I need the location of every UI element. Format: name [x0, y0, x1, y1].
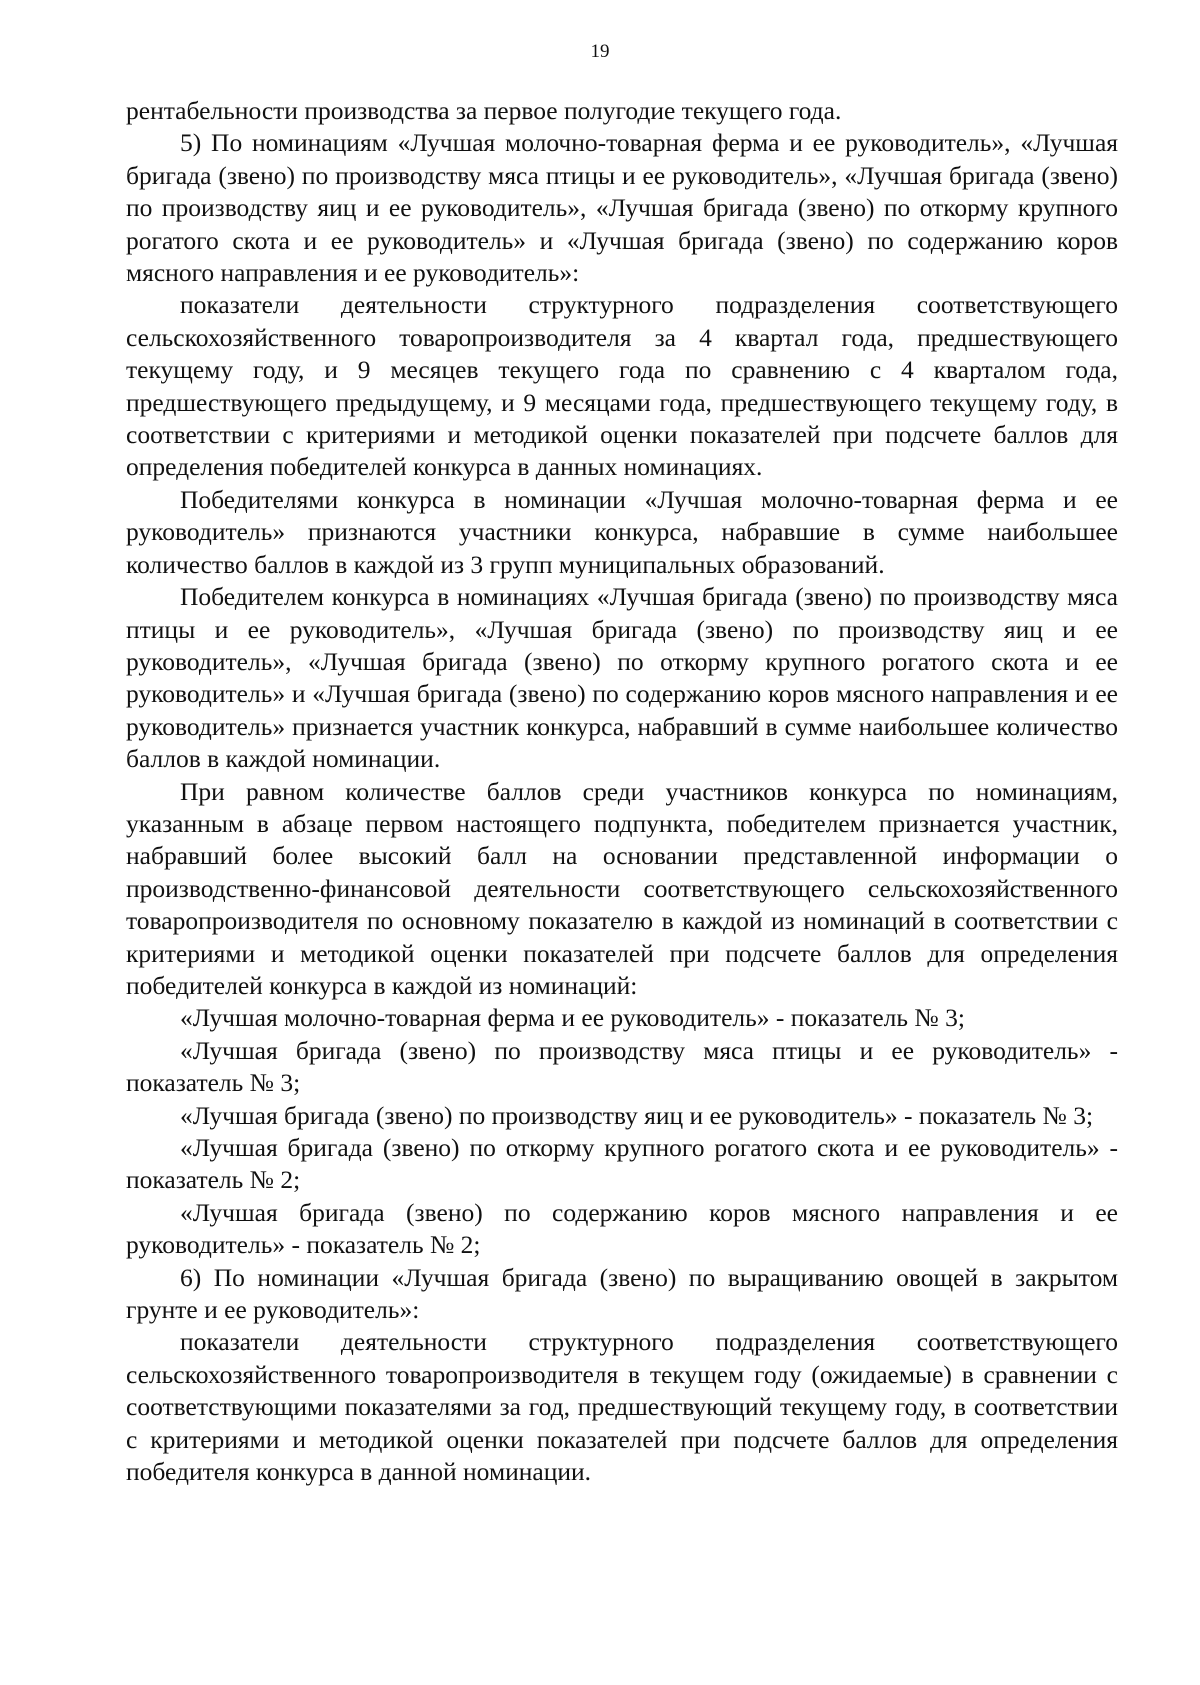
paragraph-4: Победителями конкурса в номинации «Лучшая молочно-товарная ферма и ее руководитель» признаются участники конкурса, набравшие в сумме наибольшее количество баллов в каждой из 3 групп муниципальных образований. — [126, 484, 1118, 579]
paragraph-3: показатели деятельности структурного подразделения соответствующего сельскохозяйственного товаропроизводителя за 4 квартал года, предшествующего текущему году, и 9 месяцев текущего года по сравнению с 4 кварталом года, предшествующего предыдущему, и 9 месяцами года, предшествующего текущему году, в соответствии с критериями и методикой оценки показателей при подсчете баллов для определения победителей конкурса в данных номинациях. — [126, 290, 1118, 482]
paragraph-6: При равном количестве баллов среди участников конкурса по номинациям, указанным в абзаце первом настоящего подпункта, победителем признается участник, набравший более высокий балл на основании представленной информации о производственно-финансовой деятельности соответствующего сельскохозяйственного товаропроизводителя по основному показателю в каждой из номинаций в соответствии с критериями и методикой оценки показателей при подсчете баллов для определения победителей конкурса в каждой из номинаций: — [126, 776, 1118, 1000]
document-body — [126, 95, 1118, 1488]
paragraph-13: показатели деятельности структурного подразделения соответствующего сельскохозяйственного товаропроизводителя в текущем году (ожидаемые) в сравнении с соответствующими показателями за год, предшествующий текущему году, в соответствии с критериями и методикой оценки показателей при подсчете баллов для определения победителя конкурса в данной номинации. — [126, 1327, 1118, 1487]
paragraph-12: 6) По номинации «Лучшая бригада (звено) по выращиванию овощей в закрытом грунте и ее руководитель»: — [126, 1262, 1118, 1325]
paragraph-9: «Лучшая бригада (звено) по производству яиц и ее руководитель» - показатель № 3; — [180, 1100, 1094, 1130]
paragraph-2: 5) По номинациям «Лучшая молочно-товарная ферма и ее руководитель», «Лучшая бригада (звено) по производству мяса птицы и ее руководитель», «Лучшая бригада (звено) по производству яиц и ее руководитель», «Лучшая бригада (звено) по откорму крупного рогатого скота и ее руководитель» и «Лучшая бригада (звено) по содержанию коров мясного направления и ее руководитель»: — [126, 128, 1118, 288]
page-number: 19 — [590, 41, 610, 62]
paragraph-10: «Лучшая бригада (звено) по откорму крупного рогатого скота и ее руководитель» - показатель № 2; — [126, 1133, 1118, 1195]
paragraph-5: Победителем конкурса в номинациях «Лучшая бригада (звено) по производству мяса птицы и ее руководитель», «Лучшая бригада (звено) по производству яиц и ее руководитель», «Лучшая бригада (звено) по откорму крупного рогатого скота и ее руководитель» и «Лучшая бригада (звено) по содержанию коров мясного направления и ее руководитель» признается участник конкурса, набравший в сумме наибольшее количество баллов в каждой номинации. — [126, 582, 1118, 774]
paragraph-11: «Лучшая бригада (звено) по содержанию коров мясного направления и ее руководитель» - показатель № 2; — [126, 1197, 1118, 1260]
paragraph-8: «Лучшая бригада (звено) по производству мяса птицы и ее руководитель» - показатель № 3; — [126, 1035, 1118, 1098]
paragraph-7: «Лучшая молочно-товарная ферма и ее руководитель» - показатель № 3; — [180, 1003, 965, 1033]
paragraph-1: рентабельности производства за первое полугодие текущего года. — [126, 96, 842, 125]
